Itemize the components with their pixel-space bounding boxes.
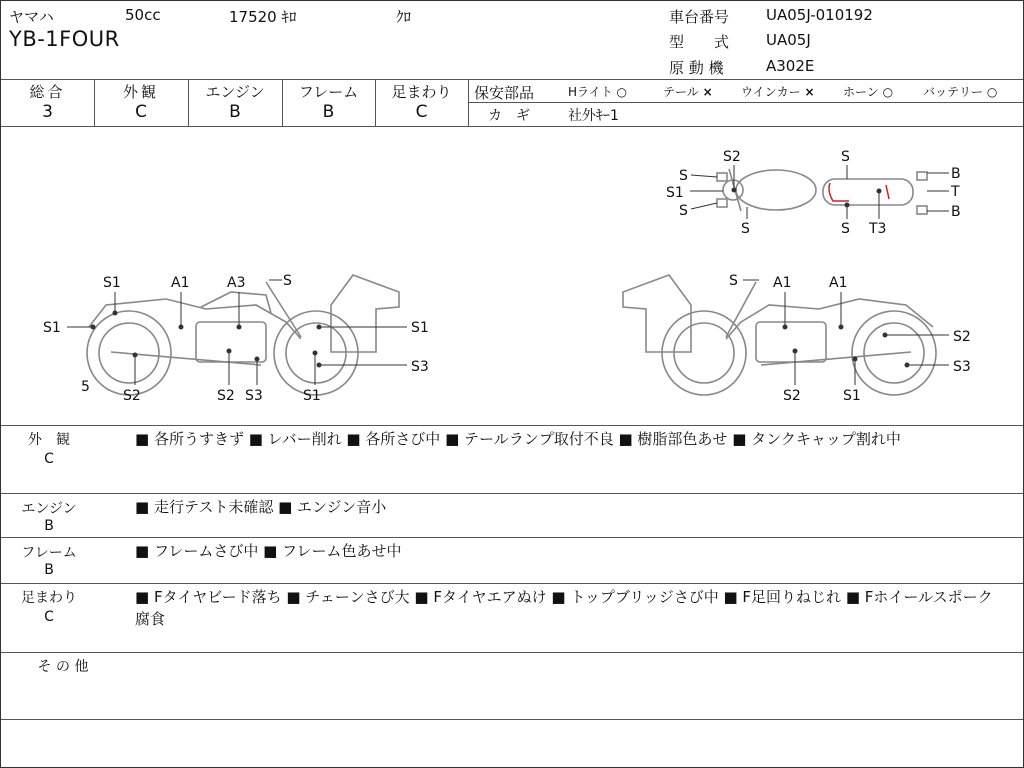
type-value: UA05J: [766, 31, 811, 49]
grade-label-suspension: 足まわり: [391, 83, 452, 101]
safety-item-horn: ホーン ○: [843, 85, 894, 99]
damage-label: S1: [43, 320, 61, 336]
damage-label: B: [951, 204, 961, 220]
section-label-engine: エンジン: [21, 501, 77, 517]
section-text-frame: ■ フレームさび中 ■ フレーム色あせ中: [135, 542, 402, 560]
displacement: 50cc: [125, 6, 161, 24]
grade-value-frame: B: [322, 102, 335, 122]
divider: [1, 493, 1023, 494]
damage-label: S1: [303, 388, 321, 404]
model-name: YB-1FOUR: [9, 27, 120, 51]
damage-label: S1: [411, 320, 429, 336]
damage-label: A1: [171, 275, 190, 291]
grade-value-suspension: C: [415, 102, 428, 122]
damage-label: S: [841, 149, 850, 165]
safety-item-winker: ウインカー ×: [741, 85, 815, 99]
grade-value-exterior: C: [135, 102, 147, 122]
damage-label: A1: [829, 275, 848, 291]
damage-label: S1: [103, 275, 121, 291]
section-text-suspension: ■ Fタイヤビード落ち ■ チェーンさび大 ■ Fタイヤエアぬけ ■ トップブリッジさび中 ■ F足回りねじれ ■ Fホイールスポーク腐食: [135, 588, 993, 628]
section-text-exterior: ■ 各所うすきず ■ レバー削れ ■ 各所さび中 ■ テールランプ取付不良 ■ 樹脂部色あせ ■ タンクキャップ割れ中: [135, 430, 901, 448]
damage-diagram: [1, 127, 1023, 425]
right-view-labels: [729, 273, 971, 404]
frame-no: UA05J-010192: [766, 6, 873, 24]
divider: [1, 79, 1023, 80]
safety-item-battery: バッテリー ○: [923, 85, 998, 99]
grade-label-frame: フレーム: [298, 83, 359, 101]
grade-value-engine: B: [229, 102, 241, 122]
divider: [468, 102, 1023, 103]
damage-label: S: [679, 168, 688, 184]
damage-label: S: [841, 221, 850, 237]
damage-label: S: [729, 273, 738, 289]
maker: ヤマハ: [9, 8, 54, 26]
section-text-engine: ■ 走行テスト未確認 ■ エンジン音小: [135, 498, 387, 516]
damage-label: 5: [81, 379, 90, 395]
damage-label: S2: [953, 329, 971, 345]
damage-label: S1: [843, 388, 861, 404]
section-label-other: そ の 他: [37, 659, 89, 675]
section-grade-exterior: C: [44, 451, 54, 467]
grade-label-engine: エンジン: [205, 83, 265, 101]
damage-label: S2: [123, 388, 141, 404]
type-label: 型 式: [669, 33, 730, 51]
damage-label: B: [951, 166, 961, 182]
key-label: カ ギ: [488, 108, 530, 124]
divider: [1, 537, 1023, 538]
divider: [1, 425, 1023, 426]
grade-label-overall: 総合: [29, 83, 66, 101]
section-label-frame: フレーム: [21, 545, 77, 561]
engine-value: A302E: [766, 57, 815, 75]
damage-label: S: [741, 221, 750, 237]
section-label-suspension: 足まわり: [21, 590, 77, 606]
damage-label: S3: [953, 359, 971, 375]
safety-item-tail: テール ×: [663, 85, 713, 99]
frame-no-label: 車台番号: [669, 8, 730, 26]
safety-item-headlight: Hライト ○: [568, 85, 627, 99]
damage-label: S3: [411, 359, 429, 375]
damage-label: S: [283, 273, 292, 289]
section-grade-engine: B: [44, 518, 54, 534]
damage-label: S2: [217, 388, 235, 404]
engine-label: 原 動 機: [669, 59, 724, 77]
top-view-bike: [717, 169, 927, 214]
damage-label: S2: [783, 388, 801, 404]
left-side-bike: [87, 275, 399, 395]
damage-label: S1: [666, 185, 684, 201]
damage-label: T: [951, 184, 960, 200]
key-value: 社外ｷｰ1: [568, 108, 619, 124]
divider: [1, 583, 1023, 584]
divider: [468, 79, 469, 126]
mileage: 17520 ｷﾛ: [229, 8, 297, 26]
damage-label: S2: [723, 149, 741, 165]
damage-label: A3: [227, 275, 246, 291]
section-label-exterior: 外 観: [28, 432, 70, 448]
damage-label: A1: [773, 275, 792, 291]
section-grade-suspension: C: [44, 609, 54, 625]
section-grade-frame: B: [44, 562, 54, 578]
safety-title: 保安部品: [474, 84, 535, 102]
divider: [1, 652, 1023, 653]
damage-label: T3: [869, 221, 887, 237]
damage-label: S3: [245, 388, 263, 404]
grade-label-exterior: 外観: [122, 83, 159, 101]
damage-label: S: [679, 203, 688, 219]
color: ｸﾛ: [396, 8, 412, 26]
top-view-labels: [666, 149, 961, 237]
divider: [1, 719, 1023, 720]
grade-value-overall: 3: [42, 102, 53, 122]
